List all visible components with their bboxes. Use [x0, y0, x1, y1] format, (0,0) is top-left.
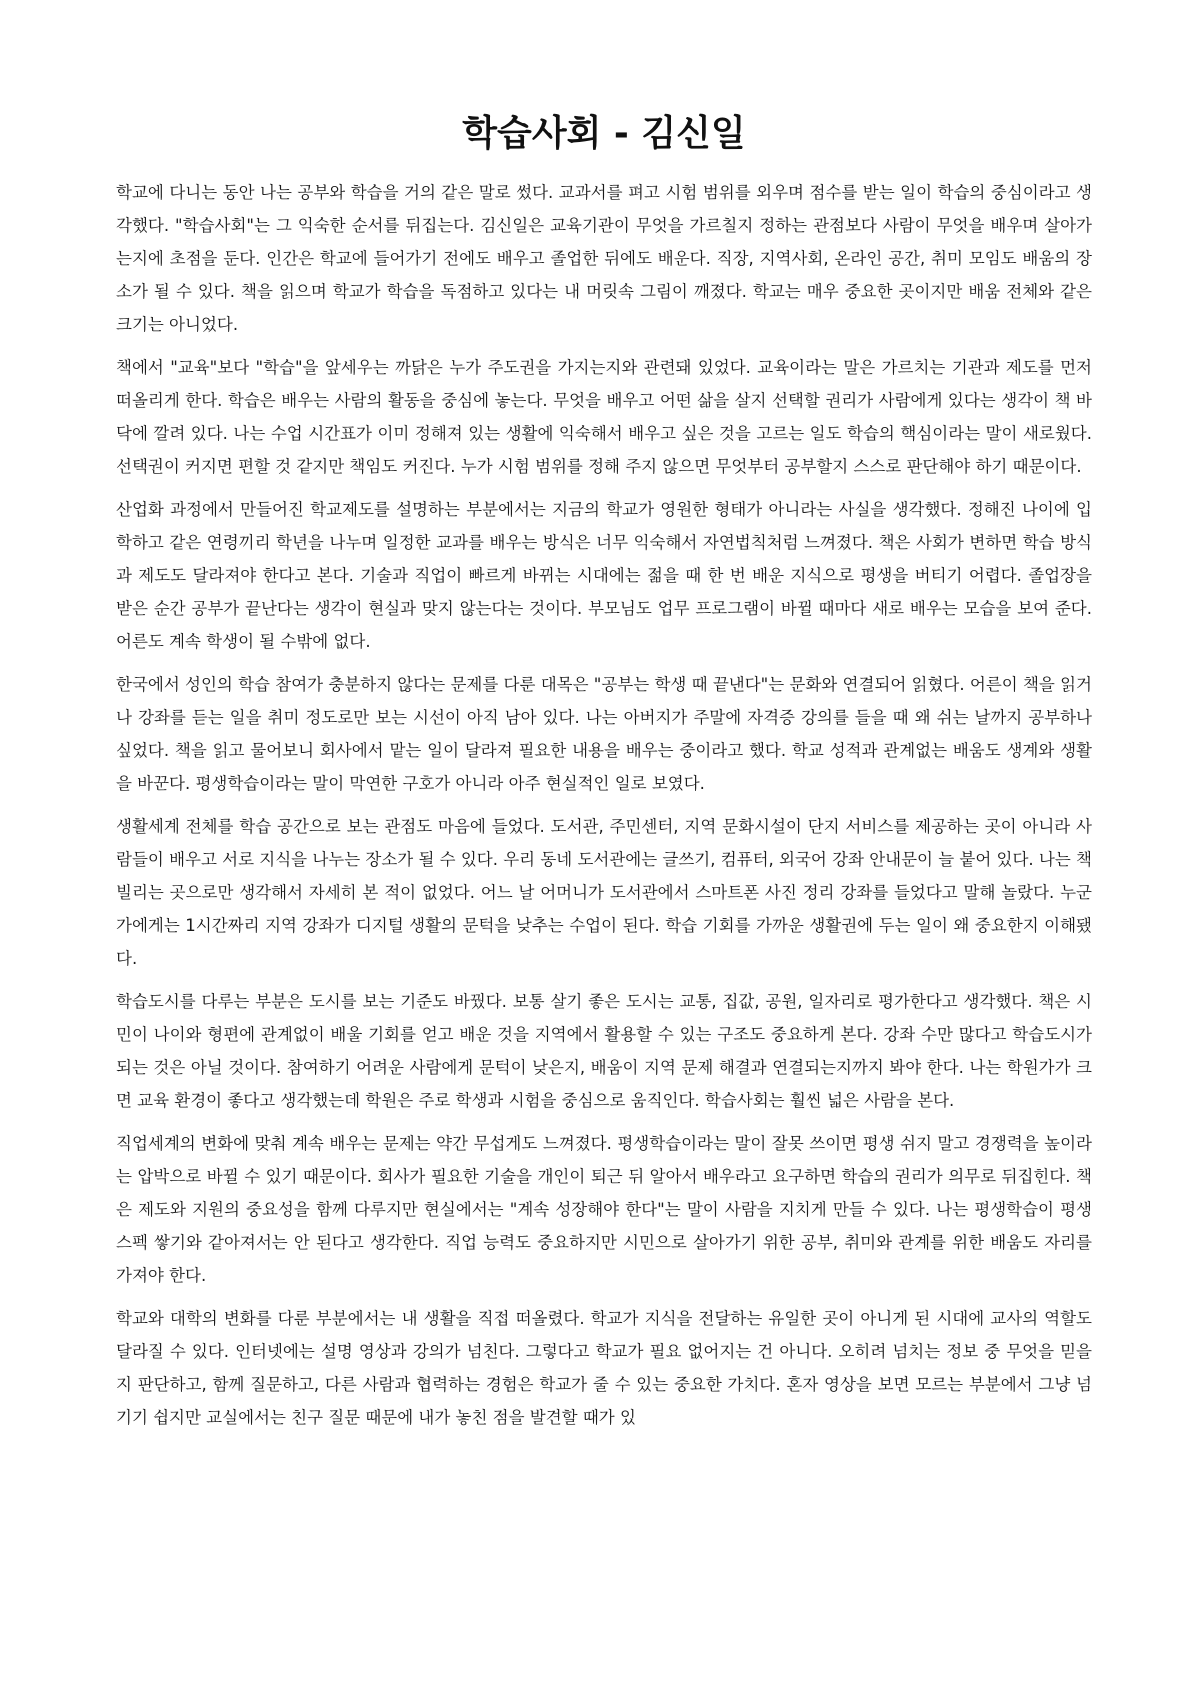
paragraph-5: 생활세계 전체를 학습 공간으로 보는 관점도 마음에 들었다. 도서관, 주민센터, 지역 문화시설이 단지 서비스를 제공하는 곳이 아니라 사람들이 배우고 서로 지식을 나누는 장소가 될 수 있다. 우리 동네 도서관에는 글쓰기, 컴퓨터, 외국어 강좌 안내문이 늘 붙어 있다. 나는 책 빌리는 곳으로만 생각해서 자세히 본 적이 없었다. 어느 날 어머니가 도서관에서 스마트폰 사진 정리 강좌를 들었다고 말해 놀랐다. 누군가에게는 1시간짜리 지역 강좌가 디지털 생활의 문턱을 낮추는 수업이 된다. 학습 기회를 가까운 생활권에 두는 일이 왜 중요한지 이해됐다.	[116, 817, 1092, 968]
paragraph-7: 직업세계의 변화에 맞춰 계속 배우는 문제는 약간 무섭게도 느껴졌다. 평생학습이라는 말이 잘못 쓰이면 평생 쉬지 말고 경쟁력을 높이라는 압박으로 바뀔 수 있기 때문이다. 회사가 필요한 기술을 개인이 퇴근 뒤 알아서 배우라고 요구하면 학습의 권리가 의무로 뒤집힌다. 책은 제도와 지원의 중요성을 함께 다루지만 현실에서는 "계속 성장해야 한다"는 말이 사람을 지치게 만들 수 있다. 나는 평생학습이 평생 스펙 쌓기와 같아져서는 안 된다고 생각한다. 직업 능력도 중요하지만 시민으로 살아가기 위한 공부, 취미와 관계를 위한 배움도 자리를 가져야 한다.	[116, 1134, 1092, 1285]
paragraph-8: 학교와 대학의 변화를 다룬 부분에서는 내 생활을 직접 떠올렸다. 학교가 지식을 전달하는 유일한 곳이 아니게 된 시대에 교사의 역할도 달라질 수 있다. 인터넷에는 설명 영상과 강의가 넘친다. 그렇다고 학교가 필요 없어지는 건 아니다. 오히려 넘치는 정보 중 무엇을 믿을지 판단하고, 함께 질문하고, 다른 사람과 협력하는 경험은 학교가 줄 수 있는 중요한 가치다. 혼자 영상을 보면 모르는 부분에서 그냥 넘기기 쉽지만 교실에서는 친구 질문 때문에 내가 놓친 점을 발견할 때가 있	[116, 1309, 1092, 1427]
paragraph-6: 학습도시를 다루는 부분은 도시를 보는 기준도 바꿨다. 보통 살기 좋은 도시는 교통, 집값, 공원, 일자리로 평가한다고 생각했다. 책은 시민이 나이와 형편에 관계없이 배울 기회를 얻고 배운 것을 지역에서 활용할 수 있는 구조도 중요하게 본다. 강좌 수만 많다고 학습도시가 되는 것은 아닐 것이다. 참여하기 어려운 사람에게 문턱이 낮은지, 배움이 지역 문제 해결과 연결되는지까지 봐야 한다. 나는 학원가가 크면 교육 환경이 좋다고 생각했는데 학원은 주로 학생과 시험을 중심으로 움직인다. 학습사회는 훨씬 넓은 사람을 본다.	[116, 992, 1092, 1110]
document-title: 학습사회 - 김신일	[462, 113, 746, 154]
document-page	[116, 108, 1092, 1444]
paragraph-3: 산업화 과정에서 만들어진 학교제도를 설명하는 부분에서는 지금의 학교가 영원한 형태가 아니라는 사실을 생각했다. 정해진 나이에 입학하고 같은 연령끼리 학년을 나누며 일정한 교과를 배우는 방식은 너무 익숙해서 자연법칙처럼 느껴졌다. 책은 사회가 변하면 학습 방식과 제도도 달라져야 한다고 본다. 기술과 직업이 빠르게 바뀌는 시대에는 젊을 때 한 번 배운 지식으로 평생을 버티기 어렵다. 졸업장을 받은 순간 공부가 끝난다는 생각이 현실과 맞지 않는다는 것이다. 부모님도 업무 프로그램이 바뀔 때마다 새로 배우는 모습을 보여 준다. 어른도 계속 학생이 될 수밖에 없다.	[116, 500, 1092, 651]
paragraph-4: 한국에서 성인의 학습 참여가 충분하지 않다는 문제를 다룬 대목은 "공부는 학생 때 끝낸다"는 문화와 연결되어 읽혔다. 어른이 책을 읽거나 강좌를 듣는 일을 취미 정도로만 보는 시선이 아직 남아 있다. 나는 아버지가 주말에 자격증 강의를 들을 때 왜 쉬는 날까지 공부하나 싶었다. 책을 읽고 물어보니 회사에서 맡는 일이 달라져 필요한 내용을 배우는 중이라고 했다. 학교 성적과 관계없는 배움도 생계와 생활을 바꾼다. 평생학습이라는 말이 막연한 구호가 아니라 아주 현실적인 일로 보였다.	[116, 675, 1092, 793]
paragraph-2: 책에서 "교육"보다 "학습"을 앞세우는 까닭은 누가 주도권을 가지는지와 관련돼 있었다. 교육이라는 말은 가르치는 기관과 제도를 먼저 떠올리게 한다. 학습은 배우는 사람의 활동을 중심에 놓는다. 무엇을 배우고 어떤 삶을 살지 선택할 권리가 사람에게 있다는 생각이 책 바닥에 깔려 있다. 나는 수업 시간표가 이미 정해져 있는 생활에 익숙해서 배우고 싶은 것을 고르는 일도 학습의 핵심이라는 말이 새로웠다. 선택권이 커지면 편할 것 같지만 책임도 커진다. 누가 시험 범위를 정해 주지 않으면 무엇부터 공부할지 스스로 판단해야 하기 때문이다.	[116, 358, 1092, 476]
paragraph-1: 학교에 다니는 동안 나는 공부와 학습을 거의 같은 말로 썼다. 교과서를 펴고 시험 범위를 외우며 점수를 받는 일이 학습의 중심이라고 생각했다. "학습사회"는 그 익숙한 순서를 뒤집는다. 김신일은 교육기관이 무엇을 가르칠지 정하는 관점보다 사람이 무엇을 배우며 살아가는지에 초점을 둔다. 인간은 학교에 들어가기 전에도 배우고 졸업한 뒤에도 배운다. 직장, 지역사회, 온라인 공간, 취미 모임도 배움의 장소가 될 수 있다. 책을 읽으며 학교가 학습을 독점하고 있다는 내 머릿속 그림이 깨졌다. 학교는 매우 중요한 곳이지만 배움 전체와 같은 크기는 아니었다.	[116, 183, 1092, 334]
